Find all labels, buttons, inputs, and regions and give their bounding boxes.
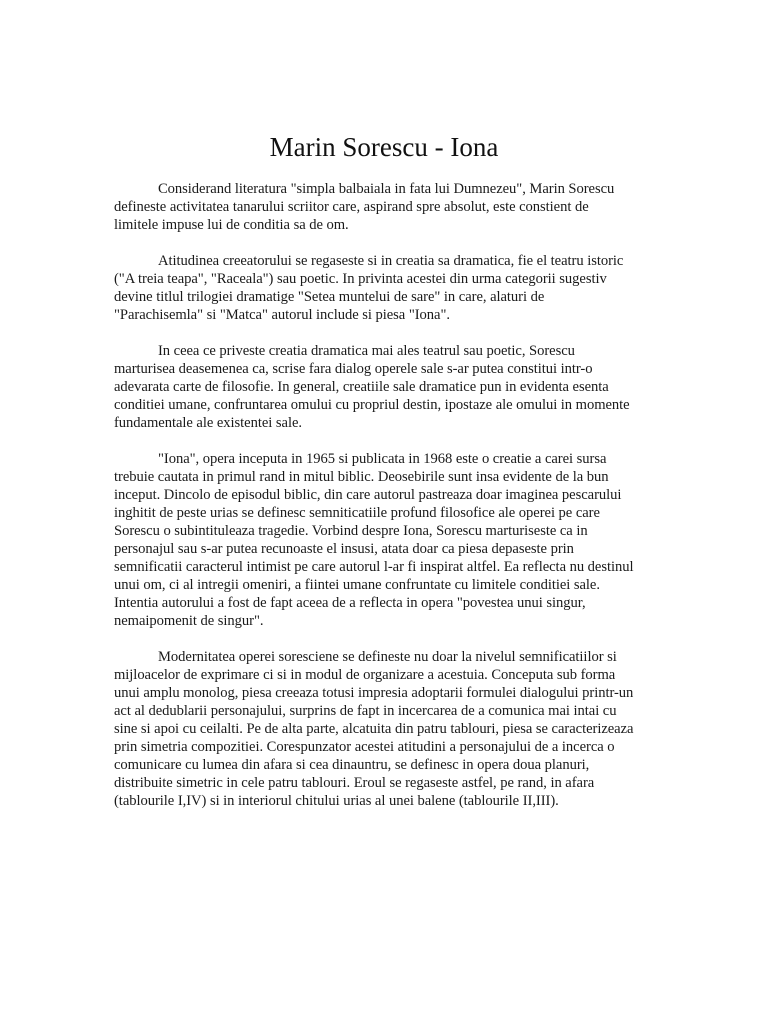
paragraph-2: Atitudinea creeatorului se regaseste si in creatia sa dramatica, fie el teatru istoric ("A treia teapa", "Raceala") sau poetic. In privinta acestei din urma categorii sugestiv devine titlul trilogiei dramatige "Setea muntelui de sare" in care, alaturi de "Parachisemla" si "Matca" autorul include si piesa "Iona".	[114, 253, 624, 323]
paragraph-1: Considerand literatura "simpla balbaiala in fata lui Dumnezeu", Marin Sorescu defineste activitatea tanarului scriitor care, aspirand spre absolut, este constient de limitele impuse lui de conditia sa de om.	[114, 181, 615, 233]
paragraph-3: In ceea ce priveste creatia dramatica mai ales teatrul sau poetic, Sorescu marturisea deasemenea ca, scrise fara dialog operele sale s-ar putea constitui intr-o adevarata carte de filosofie. In general, creatiile sale dramatice pun in evidenta esenta conditiei umane, confruntarea omului cu propriul destin, ipostaze ale omului in momente fundamentale ale existentei sale.	[114, 343, 630, 431]
paragraph-4: "Iona", opera inceputa in 1965 si publicata in 1968 este o creatie a carei sursa trebuie cautata in primul rand in mitul biblic. Deosebirile sunt insa evidente de la bun inceput. Dincolo de episodul biblic, din care autorul pastreaza doar imaginea pescarului inghitit de peste urias se definesc semniticatiile profund filosofice ale operei pe care Sorescu o subintituleaza tragedie. Vorbind despre Iona, Sorescu marturiseste ca in personajul sau s-ar putea recunoaste el insusi, atata doar ca piesa depaseste prin semnificatii caracterul intimist pe care autorul l-ar fi inspirat altfel. Ea reflecta nu destinul unui om, ci al intregii omeniri, a fiintei umane confruntate cu limitele conditiei sale. Intentia autorului a fost de fapt aceea de a reflecta in opera "povestea unui singur, nemaipomenit de singur".	[114, 451, 634, 629]
document-title: Marin Sorescu - Iona	[269, 132, 499, 162]
paragraph-5: Modernitatea operei soresciene se defineste nu doar la nivelul semnificatiilor si mijloacelor de exprimare ci si in modul de organizare a acestuia. Conceputa sub forma unui amplu monolog, piesa creeaza totusi impresia adoptarii formulei dialogului printr-un act al dedublarii personajului, surprins de fapt in incercarea de a comunica mai intai cu sine si apoi cu ceilalti. Pe de alta parte, alcatuita din patru tablouri, piesa se caracterizeaza prin simetria compozitiei. Corespunzator acestei atitudini a personajului de a incerca o comunicare cu lumea din afara si cea dinauntru, se definesc in opera doua planuri, distribuite simetric in cele patru tablouri. Eroul se regaseste astfel, pe rand, in afara (tablourile I,IV) si in interiorul chitului urias al unei balene (tablourile II,III).	[114, 649, 634, 809]
document-body	[114, 180, 634, 828]
